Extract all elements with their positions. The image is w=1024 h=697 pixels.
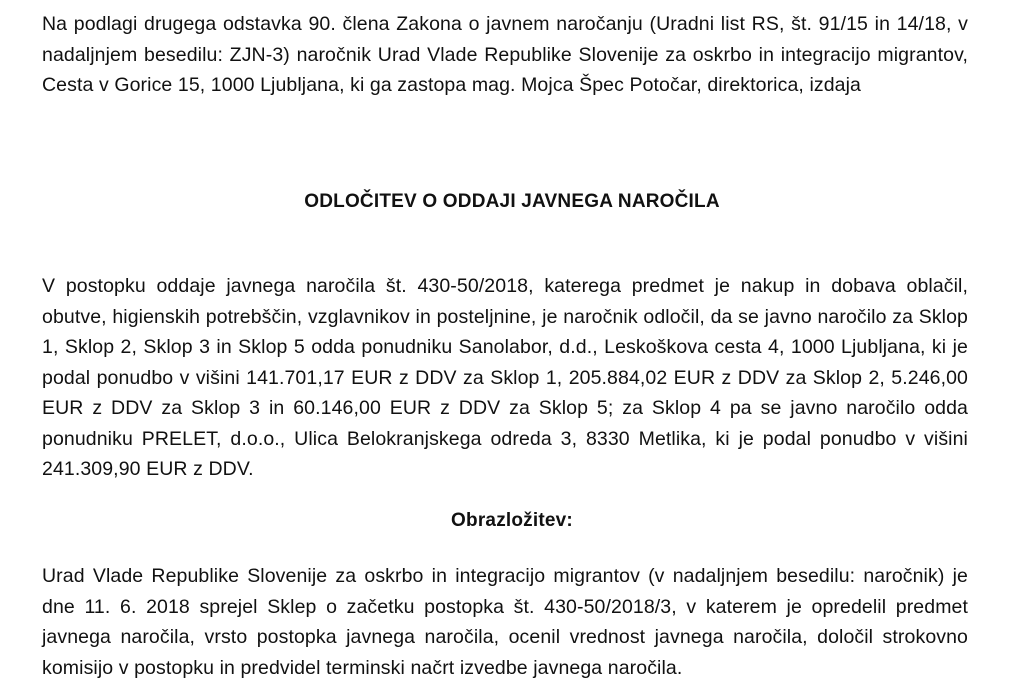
reasoning-heading: Obrazložitev: xyxy=(451,510,573,531)
document-title: ODLOČITEV O ODDAJI JAVNEGA NAROČILA xyxy=(304,191,720,212)
intro-paragraph: Na podlagi drugega odstavka 90. člena Zakona o javnem naročanju (Uradni list RS, št. 91/15 in 14/18, v nadaljnjem besedilu: ZJN-3) naročnik Urad Vlade Republike Slovenije za oskrbo in integracijo migrantov, Cesta v Gorice 15, 1000 Ljubljana, ki ga zastopa mag. Mojca Špec Potočar, direktorica, izdaja xyxy=(42,13,968,96)
decision-paragraph: V postopku oddaje javnega naročila št. 430-50/2018, katerega predmet je nakup in dobava oblačil, obutve, higienskih potrebščin, vzglavnikov in posteljnine, je naročnik odločil, da se javno naročilo za Sklop 1, Sklop 2, Sklop 3 in Sklop 5 odda ponudniku Sanolabor, d.d., Leskoškova cesta 4, 1000 Ljubljana, ki je podal ponudbo v višini 141.701,17 EUR z DDV za Sklop 1, 205.884,02 EUR z DDV za Sklop 2, 5.246,00 EUR z DDV za Sklop 3 in 60.146,00 EUR z DDV za Sklop 5; za Sklop 4 pa se javno naročilo odda ponudniku PRELET, d.o.o., Ulica Belokranjskega odreda 3, 8330 Metlika, ki je podal ponudbo v višini 241.309,90 EUR z DDV. xyxy=(42,275,968,480)
reasoning-paragraph: Urad Vlade Republike Slovenije za oskrbo in integracijo migrantov (v nadaljnjem besedilu: naročnik) je dne 11. 6. 2018 sprejel Sklep o začetku postopka št. 430-50/2018/3, v katerem je opredelil predmet javnega naročila, vrsto postopka javnega naročila, ocenil vrednost javnega naročila, določil strokovno komisijo v postopku in predvidel terminski načrt izvedbe javnega naročila. xyxy=(42,565,968,679)
